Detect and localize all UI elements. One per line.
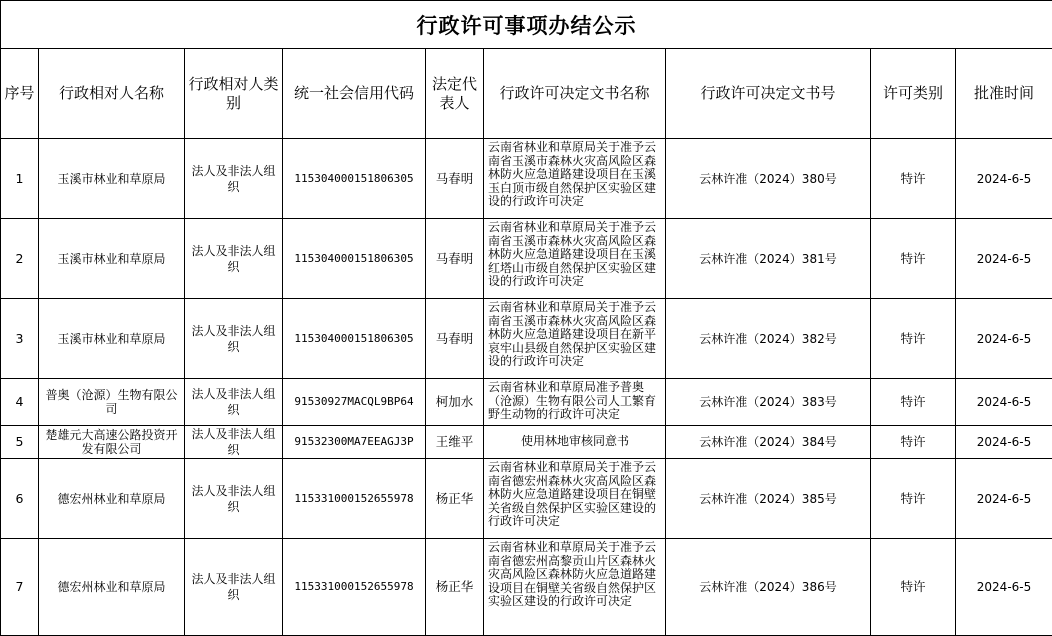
header-subject-category: 行政相对人类别 [185,49,283,139]
cell-subject-name: 楚雄元大高速公路投资开发有限公司 [39,426,185,459]
cell-decision-no: 云林许准（2024）380号 [666,139,871,219]
cell-approval-date: 2024-6-5 [956,379,1052,426]
cell-subject-name: 德宏州林业和草原局 [39,459,185,539]
page-title: 行政许可事项办结公示 [1,1,1052,49]
cell-legal-rep: 杨正华 [426,539,484,636]
cell-subject-category: 法人及非法人组织 [185,299,283,379]
header-index: 序号 [1,49,39,139]
cell-subject-name: 玉溪市林业和草原局 [39,299,185,379]
header-decision-name: 行政许可决定文书名称 [484,49,666,139]
cell-index: 7 [1,539,39,636]
title-row [1,1,1052,49]
table-row [1,299,1052,379]
header-decision-no: 行政许可决定文书号 [666,49,871,139]
cell-decision-no: 云林许准（2024）382号 [666,299,871,379]
header-subject-name: 行政相对人名称 [39,49,185,139]
cell-index: 1 [1,139,39,219]
cell-decision-name: 使用林地审核同意书 [484,426,666,459]
cell-subject-category: 法人及非法人组织 [185,379,283,426]
cell-subject-name: 玉溪市林业和草原局 [39,139,185,219]
header-permit-type: 许可类别 [871,49,956,139]
cell-credit-code: 115331000152655978 [283,459,426,539]
table-row [1,139,1052,219]
cell-decision-no: 云林许准（2024）381号 [666,219,871,299]
table-row [1,426,1052,459]
cell-legal-rep: 马春明 [426,299,484,379]
cell-subject-category: 法人及非法人组织 [185,459,283,539]
cell-credit-code: 115331000152655978 [283,539,426,636]
cell-approval-date: 2024-6-5 [956,139,1052,219]
table-row [1,459,1052,539]
cell-credit-code: 91532300MA7EEAGJ3P [283,426,426,459]
cell-legal-rep: 王维平 [426,426,484,459]
cell-index: 2 [1,219,39,299]
table-row [1,539,1052,636]
cell-index: 4 [1,379,39,426]
cell-permit-type: 特许 [871,219,956,299]
cell-decision-name: 云南省林业和草原局关于准予云南省玉溪市森林火灾高风险区森林防火应急道路建设项目在玉溪红塔山市级自然保护区实验区建设的行政许可决定 [484,219,666,299]
cell-permit-type: 特许 [871,379,956,426]
cell-subject-name: 普奥（沧源）生物有限公司 [39,379,185,426]
cell-approval-date: 2024-6-5 [956,539,1052,636]
cell-subject-name: 玉溪市林业和草原局 [39,219,185,299]
cell-legal-rep: 柯加水 [426,379,484,426]
header-row [1,49,1052,139]
cell-approval-date: 2024-6-5 [956,459,1052,539]
cell-legal-rep: 马春明 [426,139,484,219]
cell-credit-code: 115304000151806305 [283,139,426,219]
cell-index: 3 [1,299,39,379]
cell-decision-no: 云林许准（2024）383号 [666,379,871,426]
cell-approval-date: 2024-6-5 [956,219,1052,299]
cell-decision-no: 云林许准（2024）385号 [666,459,871,539]
cell-decision-name: 云南省林业和草原局关于准予云南省德宏州高黎贡山片区森林火灾高风险区森林防火应急道路建设项目在铜壁关省级自然保护区实验区建设的行政许可决定 [484,539,666,636]
cell-decision-no: 云林许准（2024）386号 [666,539,871,636]
cell-permit-type: 特许 [871,299,956,379]
table-row [1,379,1052,426]
cell-permit-type: 特许 [871,539,956,636]
cell-decision-name: 云南省林业和草原局关于准予云南省德宏州森林火灾高风险区森林防火应急道路建设项目在铜壁关省级自然保护区实验区建设的行政许可决定 [484,459,666,539]
cell-credit-code: 115304000151806305 [283,219,426,299]
header-credit-code: 统一社会信用代码 [283,49,426,139]
cell-decision-name: 云南省林业和草原局关于准予云南省玉溪市森林火灾高风险区森林防火应急道路建设项目在新平哀牢山县级自然保护区实验区建设的行政许可决定 [484,299,666,379]
cell-decision-name: 云南省林业和草原局关于准予云南省玉溪市森林火灾高风险区森林防火应急道路建设项目在玉溪玉白顶市级自然保护区实验区建设的行政许可决定 [484,139,666,219]
cell-approval-date: 2024-6-5 [956,426,1052,459]
cell-subject-category: 法人及非法人组织 [185,219,283,299]
cell-credit-code: 115304000151806305 [283,299,426,379]
cell-legal-rep: 马春明 [426,219,484,299]
cell-index: 5 [1,426,39,459]
table-row [1,219,1052,299]
cell-subject-category: 法人及非法人组织 [185,139,283,219]
cell-decision-no: 云林许准（2024）384号 [666,426,871,459]
cell-permit-type: 特许 [871,139,956,219]
cell-decision-name: 云南省林业和草原局准予普奥（沧源）生物有限公司人工繁育野生动物的行政许可决定 [484,379,666,426]
cell-approval-date: 2024-6-5 [956,299,1052,379]
cell-subject-category: 法人及非法人组织 [185,426,283,459]
cell-legal-rep: 杨正华 [426,459,484,539]
cell-permit-type: 特许 [871,426,956,459]
cell-subject-name: 德宏州林业和草原局 [39,539,185,636]
header-approval-date: 批准时间 [956,49,1052,139]
cell-permit-type: 特许 [871,459,956,539]
cell-subject-category: 法人及非法人组织 [185,539,283,636]
cell-index: 6 [1,459,39,539]
header-legal-rep: 法定代表人 [426,49,484,139]
cell-credit-code: 91530927MACQL9BP64 [283,379,426,426]
